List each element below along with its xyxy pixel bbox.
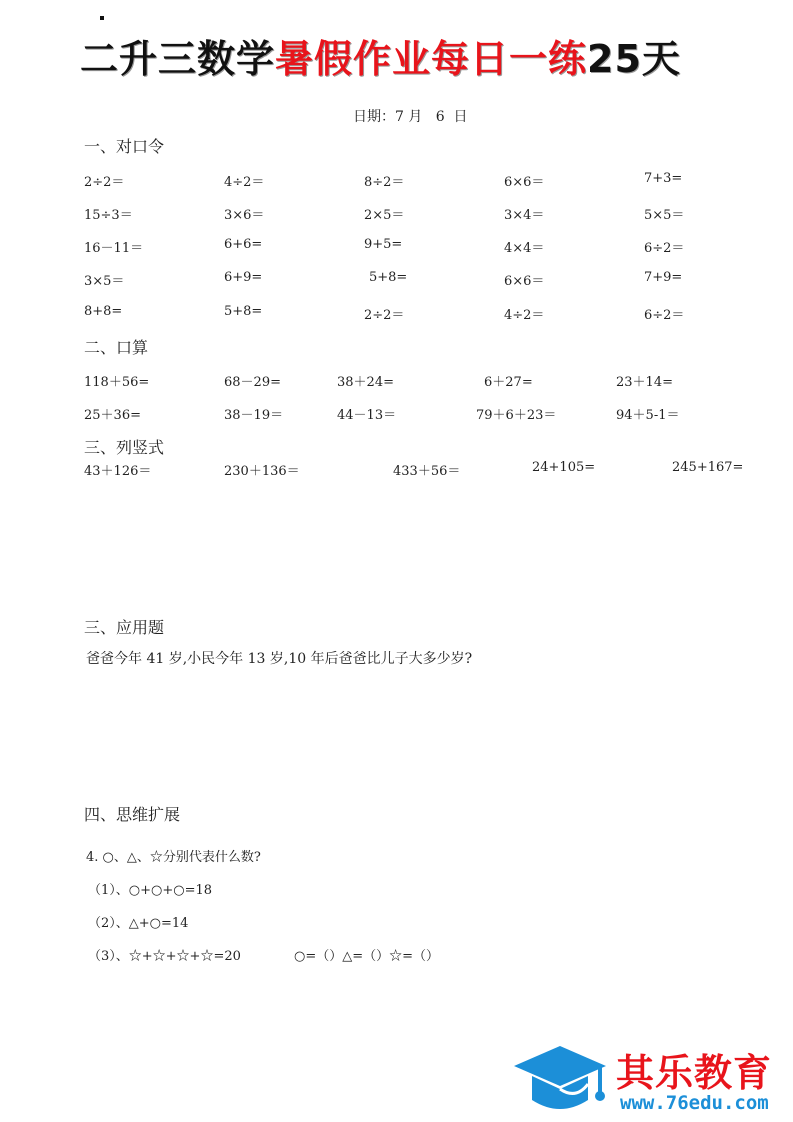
drill-item: 8+8=	[84, 304, 123, 319]
drill-item: 6÷2＝	[644, 241, 685, 256]
calc-item: 38－19＝	[224, 408, 284, 423]
drill-item: 6×6＝	[504, 274, 545, 289]
drill-item: 4÷2＝	[224, 175, 265, 190]
thinking-line: （2）、△+○=14	[88, 916, 189, 931]
graduation-cap-icon	[510, 1044, 614, 1122]
drill-item: 3×4＝	[504, 208, 545, 223]
drill-item: 2÷2＝	[84, 175, 125, 190]
drill-item: 2÷2＝	[364, 308, 405, 323]
calc-item: 118＋56=	[84, 375, 150, 390]
drill-item: 3×6＝	[224, 208, 265, 223]
drill-item: 6+6=	[224, 237, 263, 252]
drill-item: 6×6＝	[504, 175, 545, 190]
calc-item: 38＋24=	[337, 375, 394, 390]
section-heading-mental-math: 二、口算	[84, 338, 149, 357]
brand-logo	[510, 1040, 790, 1120]
column-calc-item: 43＋126＝	[84, 464, 152, 479]
decorative-dot	[100, 16, 104, 20]
drill-item: 16－11＝	[84, 241, 144, 256]
calc-item: 79＋6＋23＝	[476, 408, 557, 423]
drill-item: 5×5＝	[644, 208, 685, 223]
drill-item: 9+5=	[364, 237, 403, 252]
calc-item: 23＋14=	[616, 375, 673, 390]
drill-item: 6+9=	[224, 270, 263, 285]
thinking-line: （1）、○+○+○=18	[88, 883, 213, 898]
section-heading-oral-drill: 一、对口令	[84, 137, 165, 156]
drill-item: 2×5＝	[364, 208, 405, 223]
column-calc-item: 230＋136＝	[224, 464, 300, 479]
thinking-line: （3）、☆+☆+☆+☆=20	[88, 949, 241, 964]
thinking-answer: ○=（）△=（）☆=（）	[294, 949, 440, 964]
calc-item: 94＋5-1＝	[616, 408, 680, 423]
calc-item: 6＋27=	[484, 375, 533, 390]
page-title	[80, 28, 681, 83]
drill-item: 7+3=	[644, 171, 683, 186]
column-calc-item: 245+167=	[672, 460, 744, 475]
section-heading-word-problem: 三、应用题	[84, 618, 165, 637]
section-heading-thinking: 四、思维扩展	[84, 805, 181, 824]
drill-item: 5+8=	[369, 270, 408, 285]
brand-url: www.76edu.com	[620, 1092, 769, 1114]
drill-item: 4×4＝	[504, 241, 545, 256]
column-calc-item: 24+105=	[532, 460, 596, 475]
calc-item: 44－13＝	[337, 408, 397, 423]
calc-item: 68－29=	[224, 375, 281, 390]
drill-item: 7+9=	[644, 270, 683, 285]
title-part-grade: 二升三数学	[80, 37, 276, 81]
date-line: 日期：7 月 6 日	[353, 109, 468, 125]
drill-item: 4÷2＝	[504, 308, 545, 323]
drill-item: 5+8=	[224, 304, 263, 319]
column-calc-item: 433＋56＝	[393, 464, 461, 479]
word-problem-text: 爸爸今年 41 岁,小民今年 13 岁,10 年后爸爸比儿子大多少岁?	[86, 651, 473, 667]
drill-item: 15÷3＝	[84, 208, 133, 223]
title-part-homework: 暑假作业每日一练	[275, 37, 588, 81]
drill-item: 6÷2＝	[644, 308, 685, 323]
section-heading-column-calc: 三、列竖式	[84, 438, 165, 457]
calc-item: 25＋36=	[84, 408, 141, 423]
drill-item: 3×5＝	[84, 274, 125, 289]
drill-item: 8÷2＝	[364, 175, 405, 190]
thinking-intro: 4. ○、△、☆分别代表什么数?	[86, 850, 261, 865]
brand-name: 其乐教育	[616, 1051, 773, 1095]
title-part-days: 25天	[587, 37, 681, 81]
